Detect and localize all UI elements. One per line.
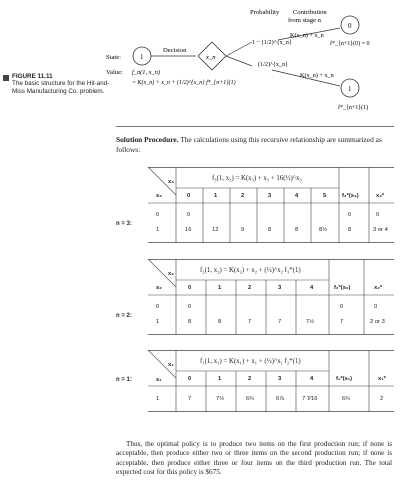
fstar-cell: 8 — [348, 227, 352, 233]
xstar-header: x₂* — [374, 285, 383, 291]
table-cell: 6¾ — [246, 396, 255, 402]
fstar-header: f₁*(s₁) — [336, 376, 353, 382]
bottom-branch-contrib: K(x_n) + x_n — [300, 72, 334, 79]
fstar-cell: 6¾ — [342, 396, 351, 402]
figure-caption-block — [3, 73, 113, 95]
figure-caption: The basic structure for the Hit-and-Miss Manufacturing Co. problem. — [12, 80, 110, 95]
col-header: 4 — [310, 376, 314, 382]
value-expr-2: = K(x_n) + x_n + (1/2)^{x_n} f*_{n+1}(1) — [132, 80, 236, 86]
table-n1 — [116, 350, 394, 412]
row-s: 1 — [156, 396, 160, 402]
table-cell: 0 — [187, 212, 191, 218]
col-header: 2 — [241, 193, 245, 199]
conclusion-paragraph: Thus, the optimal policy is to produce two items on the first production run; if none is acceptable, then produce either two or three items on the second production run; if none is acceptable, then produce either three or four items on the third production run. The total expected cost for this policy is $675. — [116, 440, 392, 476]
fstar-cell: 7 — [340, 319, 344, 325]
value-expr-1: f_n(1, x_n) — [132, 69, 161, 76]
col-header: 3 — [268, 193, 272, 199]
xstar-cell: 3 or 4 — [373, 227, 388, 233]
solution-heading — [116, 135, 392, 155]
n-label: n = 1: — [116, 377, 132, 383]
col-header: 3 — [278, 285, 282, 291]
xstar-cell: 0 — [376, 212, 380, 218]
col-header: 2 — [248, 285, 252, 291]
table-cell: 12 — [212, 227, 219, 233]
col-header: 1 — [218, 285, 222, 291]
col-header: 0 — [188, 376, 192, 382]
section-intro: The calculations using this recursive relationship are summarized as follows: — [116, 135, 382, 154]
table-cell: 8 — [188, 319, 192, 325]
decision-node-label: x_n — [206, 54, 216, 61]
stage-formula: f₃(1, x₃) = K(x₃) + x₃ + 16(½)^x₃ — [212, 175, 302, 182]
bottom-end-value: f*_{n+1}(1) — [338, 105, 369, 111]
table-cell: 16 — [185, 227, 192, 233]
figure-diagram — [0, 0, 400, 118]
fstar-header: f₃*(s₃) — [342, 193, 359, 199]
bottom-branch-prob: (1/2)^{x_n} — [258, 61, 289, 68]
top-end-value: f*_{n+1}(0) = 0 — [330, 41, 370, 47]
s-header: s₃ — [156, 193, 162, 199]
xstar-cell: 0 — [374, 304, 378, 310]
col-header: 0 — [187, 193, 191, 199]
fstar-cell: 0 — [340, 304, 344, 310]
row-s: 1 — [156, 227, 160, 233]
fstar-cell: 0 — [348, 212, 352, 218]
top-branch-prob: 1 − (1/2)^{x_n} — [252, 39, 292, 46]
decision-label: Decision — [163, 47, 187, 54]
table-cell: 8 — [295, 227, 299, 233]
xstar-header: x₁* — [378, 376, 386, 382]
probability-label: Probability — [250, 9, 280, 16]
xstar-header: x₃* — [376, 193, 385, 199]
xstar-cell: 2 or 3 — [370, 319, 385, 325]
table-n2 — [116, 259, 394, 335]
table-cell: 8 — [218, 319, 222, 325]
col-header: 5 — [323, 193, 327, 199]
table-cell: 8 — [268, 227, 272, 233]
s-header: s₂ — [156, 285, 162, 291]
table-cell: 8½ — [319, 227, 328, 233]
col-header: 1 — [214, 193, 218, 199]
top-branch-contrib: K(x_n) + x_n — [290, 32, 324, 39]
figure-number: FIGURE 11.11 — [12, 73, 53, 80]
table-cell: 7½ — [216, 396, 225, 402]
contribution-label-2: from stage n — [288, 17, 321, 24]
n-label: n = 2: — [116, 313, 132, 319]
fstar-header: f₂*(s₂) — [334, 285, 351, 291]
contribution-label-1: Contribution — [293, 9, 327, 16]
value-label: Value: — [106, 69, 123, 76]
col-header: 0 — [188, 285, 192, 291]
state-label: State: — [106, 54, 122, 61]
table-cell: 7 — [248, 319, 252, 325]
col-header: 1 — [218, 376, 222, 382]
col-header: 3 — [278, 376, 282, 382]
table-cell: 7 — [188, 396, 192, 402]
table-cell: 7 7⁄16 — [302, 396, 318, 402]
table-cell: 7½ — [306, 319, 315, 325]
s-header: s₁ — [156, 377, 162, 383]
xstar-cell: 2 — [380, 396, 384, 402]
table-cell: 6⅞ — [276, 396, 285, 402]
table-cell: 7 — [278, 319, 282, 325]
row-s: 0 — [156, 212, 160, 218]
col-header: 4 — [295, 193, 299, 199]
table-cell: 9 — [241, 227, 245, 233]
x-header: x₂ — [168, 271, 174, 277]
col-header: 4 — [310, 285, 314, 291]
x-header: x₁ — [168, 362, 174, 368]
bottom-end-node-label: 1 — [348, 85, 352, 93]
col-header: 2 — [248, 376, 252, 382]
top-end-node-label: 0 — [348, 22, 352, 30]
n-label: n = 3: — [116, 221, 132, 227]
figure-bullet-icon — [3, 75, 9, 81]
stage-formula: f₂(1, x₂) = K(x₂) + x₂ + (½)^x₂ f₃*(1) — [200, 267, 301, 274]
x-header: x₃ — [168, 179, 174, 185]
row-s: 1 — [156, 319, 160, 325]
section-title: Solution Procedure. — [116, 135, 179, 144]
divider — [116, 126, 394, 127]
table-cell: 0 — [188, 304, 192, 310]
row-s: 0 — [156, 304, 160, 310]
stage-formula: f₁(1, x₁) = K(x₁) + x₁ + (½)^x₁ f₂*(1) — [200, 358, 301, 365]
table-n3 — [116, 167, 394, 243]
state-node-label: 1 — [140, 53, 144, 61]
